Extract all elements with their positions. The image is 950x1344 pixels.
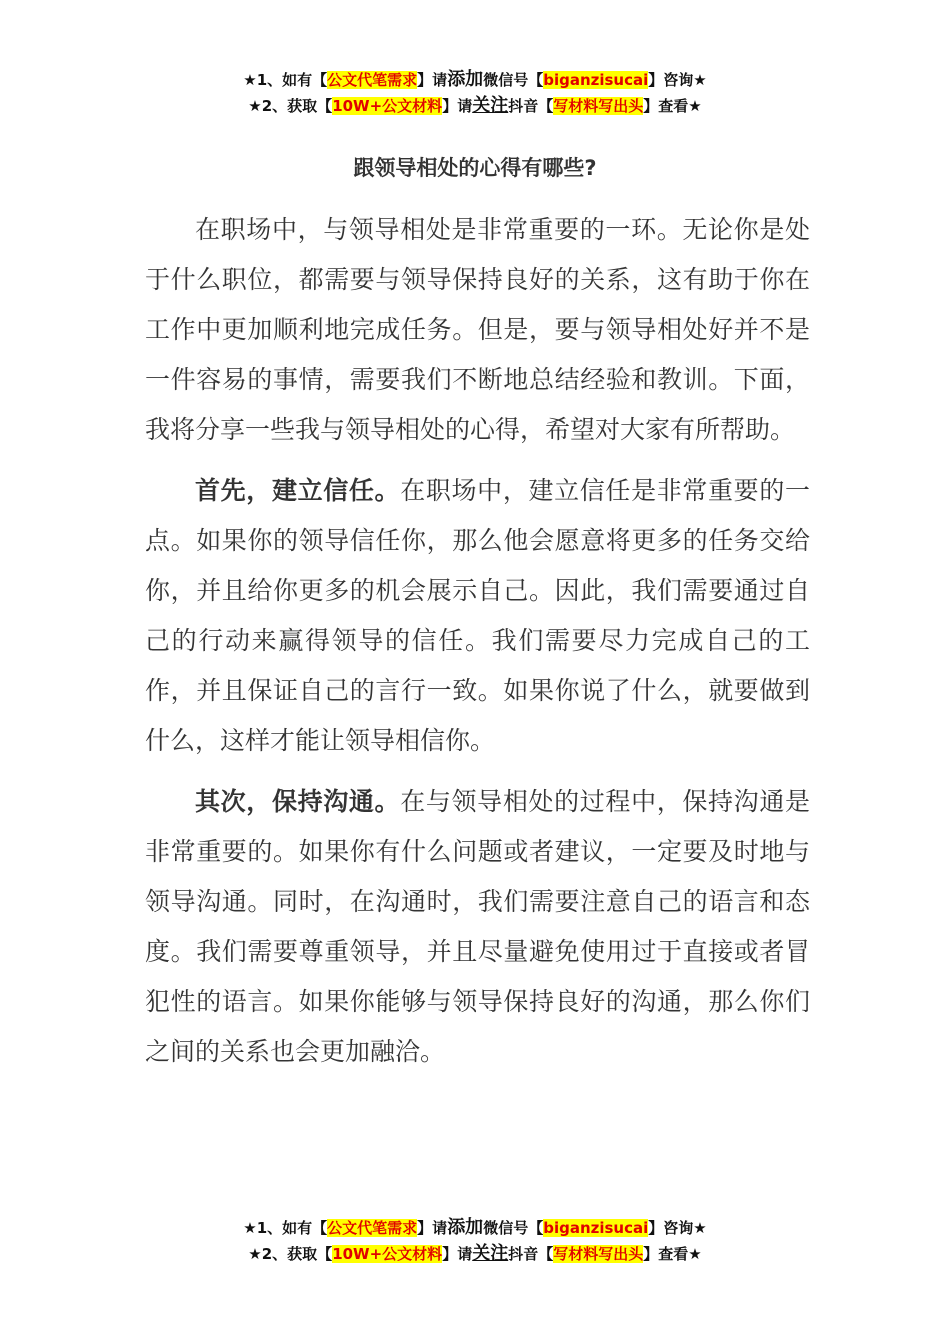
banner-highlight: 10W+公文材料	[332, 1245, 443, 1263]
banner-text: 】请	[442, 97, 473, 115]
banner-text: 微信号【	[483, 1219, 544, 1237]
banner-highlight: biganzisucai	[543, 71, 649, 89]
banner-text: 】咨询★	[648, 1219, 707, 1237]
banner-text: 】查看★	[643, 1245, 702, 1263]
paragraph-lead: 其次，保持沟通。	[195, 787, 401, 816]
banner-highlight: 公文代笔需求	[327, 71, 418, 89]
banner-text: ★1、如有【	[243, 71, 328, 89]
banner-highlight: 公文代笔需求	[327, 1219, 418, 1237]
paragraph-lead: 首先，建立信任。	[195, 476, 401, 505]
banner-text: 】请	[417, 1219, 448, 1237]
paragraph-text: 在职场中，与领导相处是非常重要的一环。无论你是处于什么职位，都需要与领导保持良好的关系，这有助于你在工作中更加顺利地完成任务。但是，要与领导相处好并不是一件容易的事情，需要我们不断地总结经验和教训。下面，我将分享一些我与领导相处的心得，希望对大家有所帮助。	[145, 215, 810, 444]
banner-text: ★2、获取【	[248, 1245, 333, 1263]
banner-emphasis: 添加	[447, 69, 484, 90]
banner-highlight: 10W+公文材料	[332, 97, 443, 115]
document-body	[145, 205, 810, 1088]
paragraph-text: 在职场中，建立信任是非常重要的一点。如果你的领导信任你，那么他会愿意将更多的任务交给你，并且给你更多的机会展示自己。因此，我们需要通过自己的行动来赢得领导的信任。我们需要尽力完成自己的工作，并且保证自己的言行一致。如果你说了什么，就要做到什么，这样才能让领导相信你。	[145, 476, 810, 755]
banner-text: 微信号【	[483, 71, 544, 89]
banner-text: 】查看★	[643, 97, 702, 115]
paragraph-text: 在与领导相处的过程中，保持沟通是非常重要的。如果你有什么问题或者建议，一定要及时地与领导沟通。同时，在沟通时，我们需要注意自己的语言和态度。我们需要尊重领导，并且尽量避免使用过于直接或者冒犯性的语言。如果你能够与领导保持良好的沟通，那么你们之间的关系也会更加融洽。	[145, 787, 810, 1066]
banner-line-1	[0, 1215, 950, 1241]
paragraph	[145, 777, 810, 1077]
banner-line-2	[0, 1241, 950, 1267]
banner-highlight: biganzisucai	[543, 1219, 649, 1237]
banner-text: 】请	[442, 1245, 473, 1263]
banner-line-1	[0, 67, 950, 93]
banner-emphasis: 关注	[472, 1243, 509, 1264]
banner-emphasis: 关注	[472, 95, 509, 116]
footer-banner	[0, 1215, 950, 1267]
header-banner	[0, 67, 950, 119]
document-title: 跟领导相处的心得有哪些?	[353, 156, 597, 180]
banner-text: 】咨询★	[648, 71, 707, 89]
banner-highlight: 写材料写出头	[553, 1245, 644, 1263]
banner-highlight: 写材料写出头	[553, 97, 644, 115]
banner-text: ★1、如有【	[243, 1219, 328, 1237]
banner-line-2	[0, 93, 950, 119]
paragraph	[145, 466, 810, 766]
banner-text: 抖音【	[508, 97, 554, 115]
paragraph	[145, 205, 810, 455]
banner-emphasis: 添加	[447, 1217, 484, 1238]
banner-text: 抖音【	[508, 1245, 554, 1263]
banner-text: 】请	[417, 71, 448, 89]
banner-text: ★2、获取【	[248, 97, 333, 115]
